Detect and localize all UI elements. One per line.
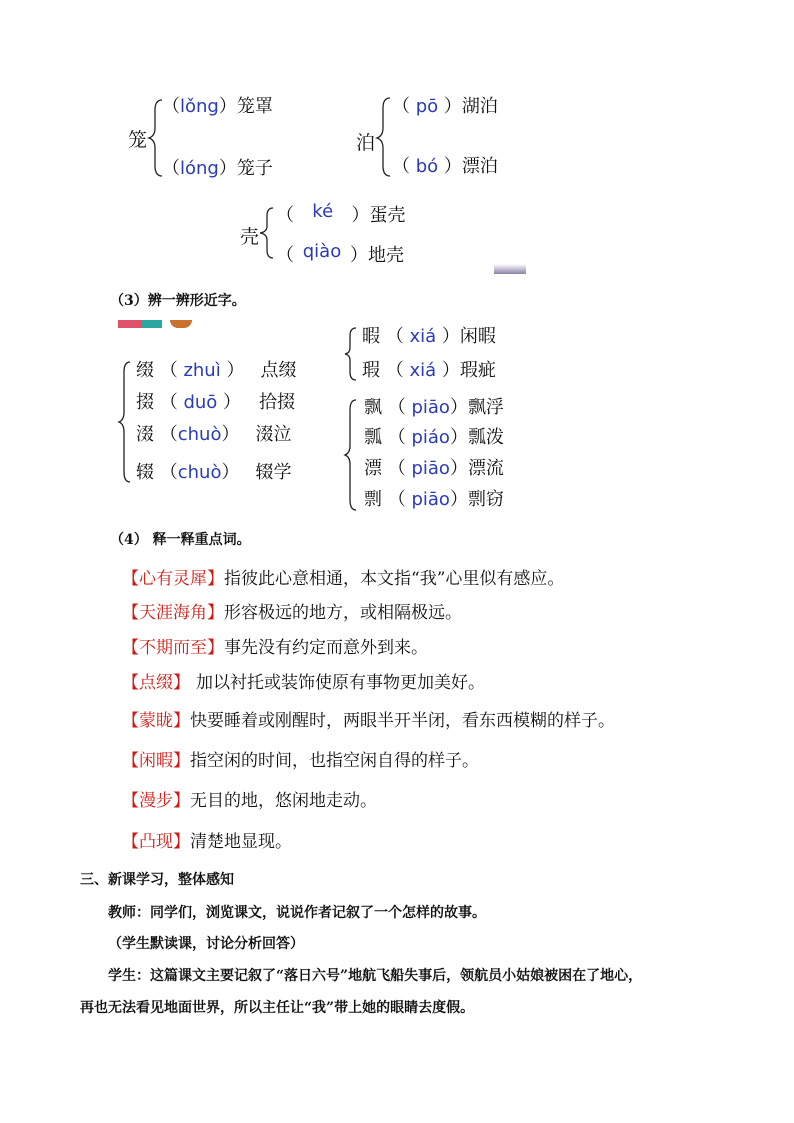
word: 涰泣: [255, 424, 292, 445]
pinyin: piáo: [411, 427, 450, 448]
char: 掇: [136, 392, 154, 413]
word: 辍学: [255, 462, 292, 483]
polyphone-char-bo: 泊: [356, 132, 376, 154]
char: 辍: [136, 462, 154, 483]
vocab-entry: [122, 672, 485, 694]
brace-ke: [259, 206, 275, 260]
similar-char-row: 掇 （ duō ） 拾掇: [136, 392, 296, 413]
vocab-entry: [122, 637, 428, 659]
similar-char-row: 漂 （ piāo）漂流: [364, 458, 504, 479]
pinyin: qiào: [302, 241, 342, 262]
section-heading-new-lesson: 三、新课学习，整体感知: [80, 872, 234, 888]
pinyin: xiá: [409, 326, 437, 347]
polyphone-char-ke: 壳: [240, 226, 260, 248]
char: 飘: [364, 397, 382, 418]
vocab-definition: 清楚地显现。: [190, 832, 292, 852]
vocab-term: 【漫步】: [122, 791, 190, 811]
similar-char-row: 剽 （ piāo）剽窃: [364, 489, 504, 510]
brace-bo: [376, 96, 392, 178]
vocab-term: 【不期而至】: [122, 638, 224, 658]
similar-char-row: 瑕 （ xiá ）瑕疵: [362, 360, 496, 381]
vocab-term: 【心有灵犀】: [122, 569, 224, 589]
student-answer-line1: 学生：这篇课文主要记叙了“落日六号”地航飞船失事后，领航员小姑娘被困在了地心，: [108, 968, 643, 984]
decorative-strip: [118, 320, 194, 328]
vocab-definition: 快要睡着或刚醒时，两眼半开半闭，看东西模糊的样子。: [190, 711, 615, 731]
vocab-entry: [122, 790, 377, 812]
polyphone-ke-row2: （ qiào ）地壳: [276, 241, 404, 266]
word: 地壳: [368, 245, 404, 266]
polyphone-char-long: 笼: [128, 129, 148, 151]
vocab-definition: 加以衬托或装饰使原有事物更加美好。: [196, 673, 485, 693]
char: 瑕: [362, 360, 380, 381]
similar-char-row: 缀 （ zhuì ） 点缀: [136, 360, 297, 381]
pinyin: lǒng: [180, 96, 219, 117]
similar-char-row: 飘 （ piāo）飘浮: [364, 397, 504, 418]
vocab-definition: 指彼此心意相通，本文指“我”心里似有感应。: [224, 569, 565, 589]
brace-group2: [344, 326, 358, 382]
char: 缀: [136, 360, 154, 381]
word: 闲暇: [459, 326, 496, 347]
char: 暇: [362, 326, 380, 347]
similar-char-row: 暇 （ xiá ）闲暇: [362, 326, 496, 347]
word: 拾掇: [259, 392, 296, 413]
word: 漂泊: [461, 156, 498, 177]
char: 漂: [364, 458, 382, 479]
pinyin: bó: [415, 156, 439, 177]
word: 漂流: [467, 458, 504, 479]
word: 笼罩: [236, 96, 273, 117]
pinyin: piāo: [411, 489, 450, 510]
brace-group3: [344, 398, 358, 512]
pinyin: chuò: [177, 424, 222, 445]
word: 湖泊: [461, 96, 498, 117]
polyphone-long-row2: （lóng）笼子: [162, 158, 273, 179]
char: 剽: [364, 489, 382, 510]
vocab-entry: [122, 750, 479, 772]
char: 瓢: [364, 427, 382, 448]
char: 涰: [136, 424, 154, 445]
section4-heading: （4） 释一释重点词。: [110, 532, 251, 548]
pinyin: xiá: [409, 360, 437, 381]
vocab-entry: [122, 831, 292, 853]
vocab-term: 【闲暇】: [122, 751, 190, 771]
vocab-term: 【蒙眬】: [122, 711, 190, 731]
pinyin: piāo: [411, 458, 450, 479]
polyphone-long-row1: （lǒng）笼罩: [162, 96, 273, 117]
polyphone-ke-row1: （ ké ）蛋壳: [276, 201, 406, 226]
vocab-entry: [122, 568, 564, 590]
word: 剽窃: [467, 489, 504, 510]
pinyin: chuò: [177, 462, 222, 483]
pinyin: zhuì: [183, 360, 221, 381]
pinyin: lóng: [180, 158, 219, 179]
word: 瑕疵: [459, 360, 496, 381]
polyphone-bo-row1: （ pō ）湖泊: [392, 96, 498, 117]
word: 点缀: [260, 360, 297, 381]
pinyin: pō: [415, 96, 439, 117]
vocab-definition: 指空闲的时间，也指空闲自得的样子。: [190, 751, 479, 771]
word: 蛋壳: [369, 205, 406, 226]
pinyin: piāo: [411, 397, 450, 418]
image-fragment-decoration: [494, 264, 526, 274]
similar-char-row: 涰 （chuò） 涰泣: [136, 424, 292, 445]
vocab-entry: [122, 710, 615, 732]
pinyin: ké: [312, 201, 334, 222]
brace-group1: [118, 360, 132, 484]
similar-char-row: 瓢 （ piáo）瓢泼: [364, 427, 504, 448]
vocab-term: 【天涯海角】: [122, 603, 224, 623]
word: 笼子: [236, 158, 273, 179]
vocab-entry: [122, 602, 462, 624]
word: 飘浮: [467, 397, 504, 418]
section3-heading: （3）辨一辨形近字。: [110, 293, 246, 309]
vocab-definition: 事先没有约定而意外到来。: [224, 638, 428, 658]
student-note: （学生默读课，讨论分析回答）: [108, 936, 304, 952]
vocab-term: 【点缀】: [122, 673, 190, 693]
teacher-line: 教师：同学们，浏览课文，说说作者记叙了一个怎样的故事。: [108, 905, 486, 921]
vocab-definition: 形容极远的地方，或相隔极远。: [224, 603, 462, 623]
vocab-definition: 无目的地，悠闲地走动。: [190, 791, 377, 811]
vocab-term: 【凸现】: [122, 832, 190, 852]
similar-char-row: 辍 （chuò） 辍学: [136, 462, 292, 483]
student-answer-line2: 再也无法看见地面世界，所以主任让“我”带上她的眼睛去度假。: [80, 1000, 475, 1016]
pinyin: duō: [183, 392, 218, 413]
word: 瓢泼: [467, 427, 504, 448]
polyphone-bo-row2: （ bó ）漂泊: [392, 156, 498, 177]
